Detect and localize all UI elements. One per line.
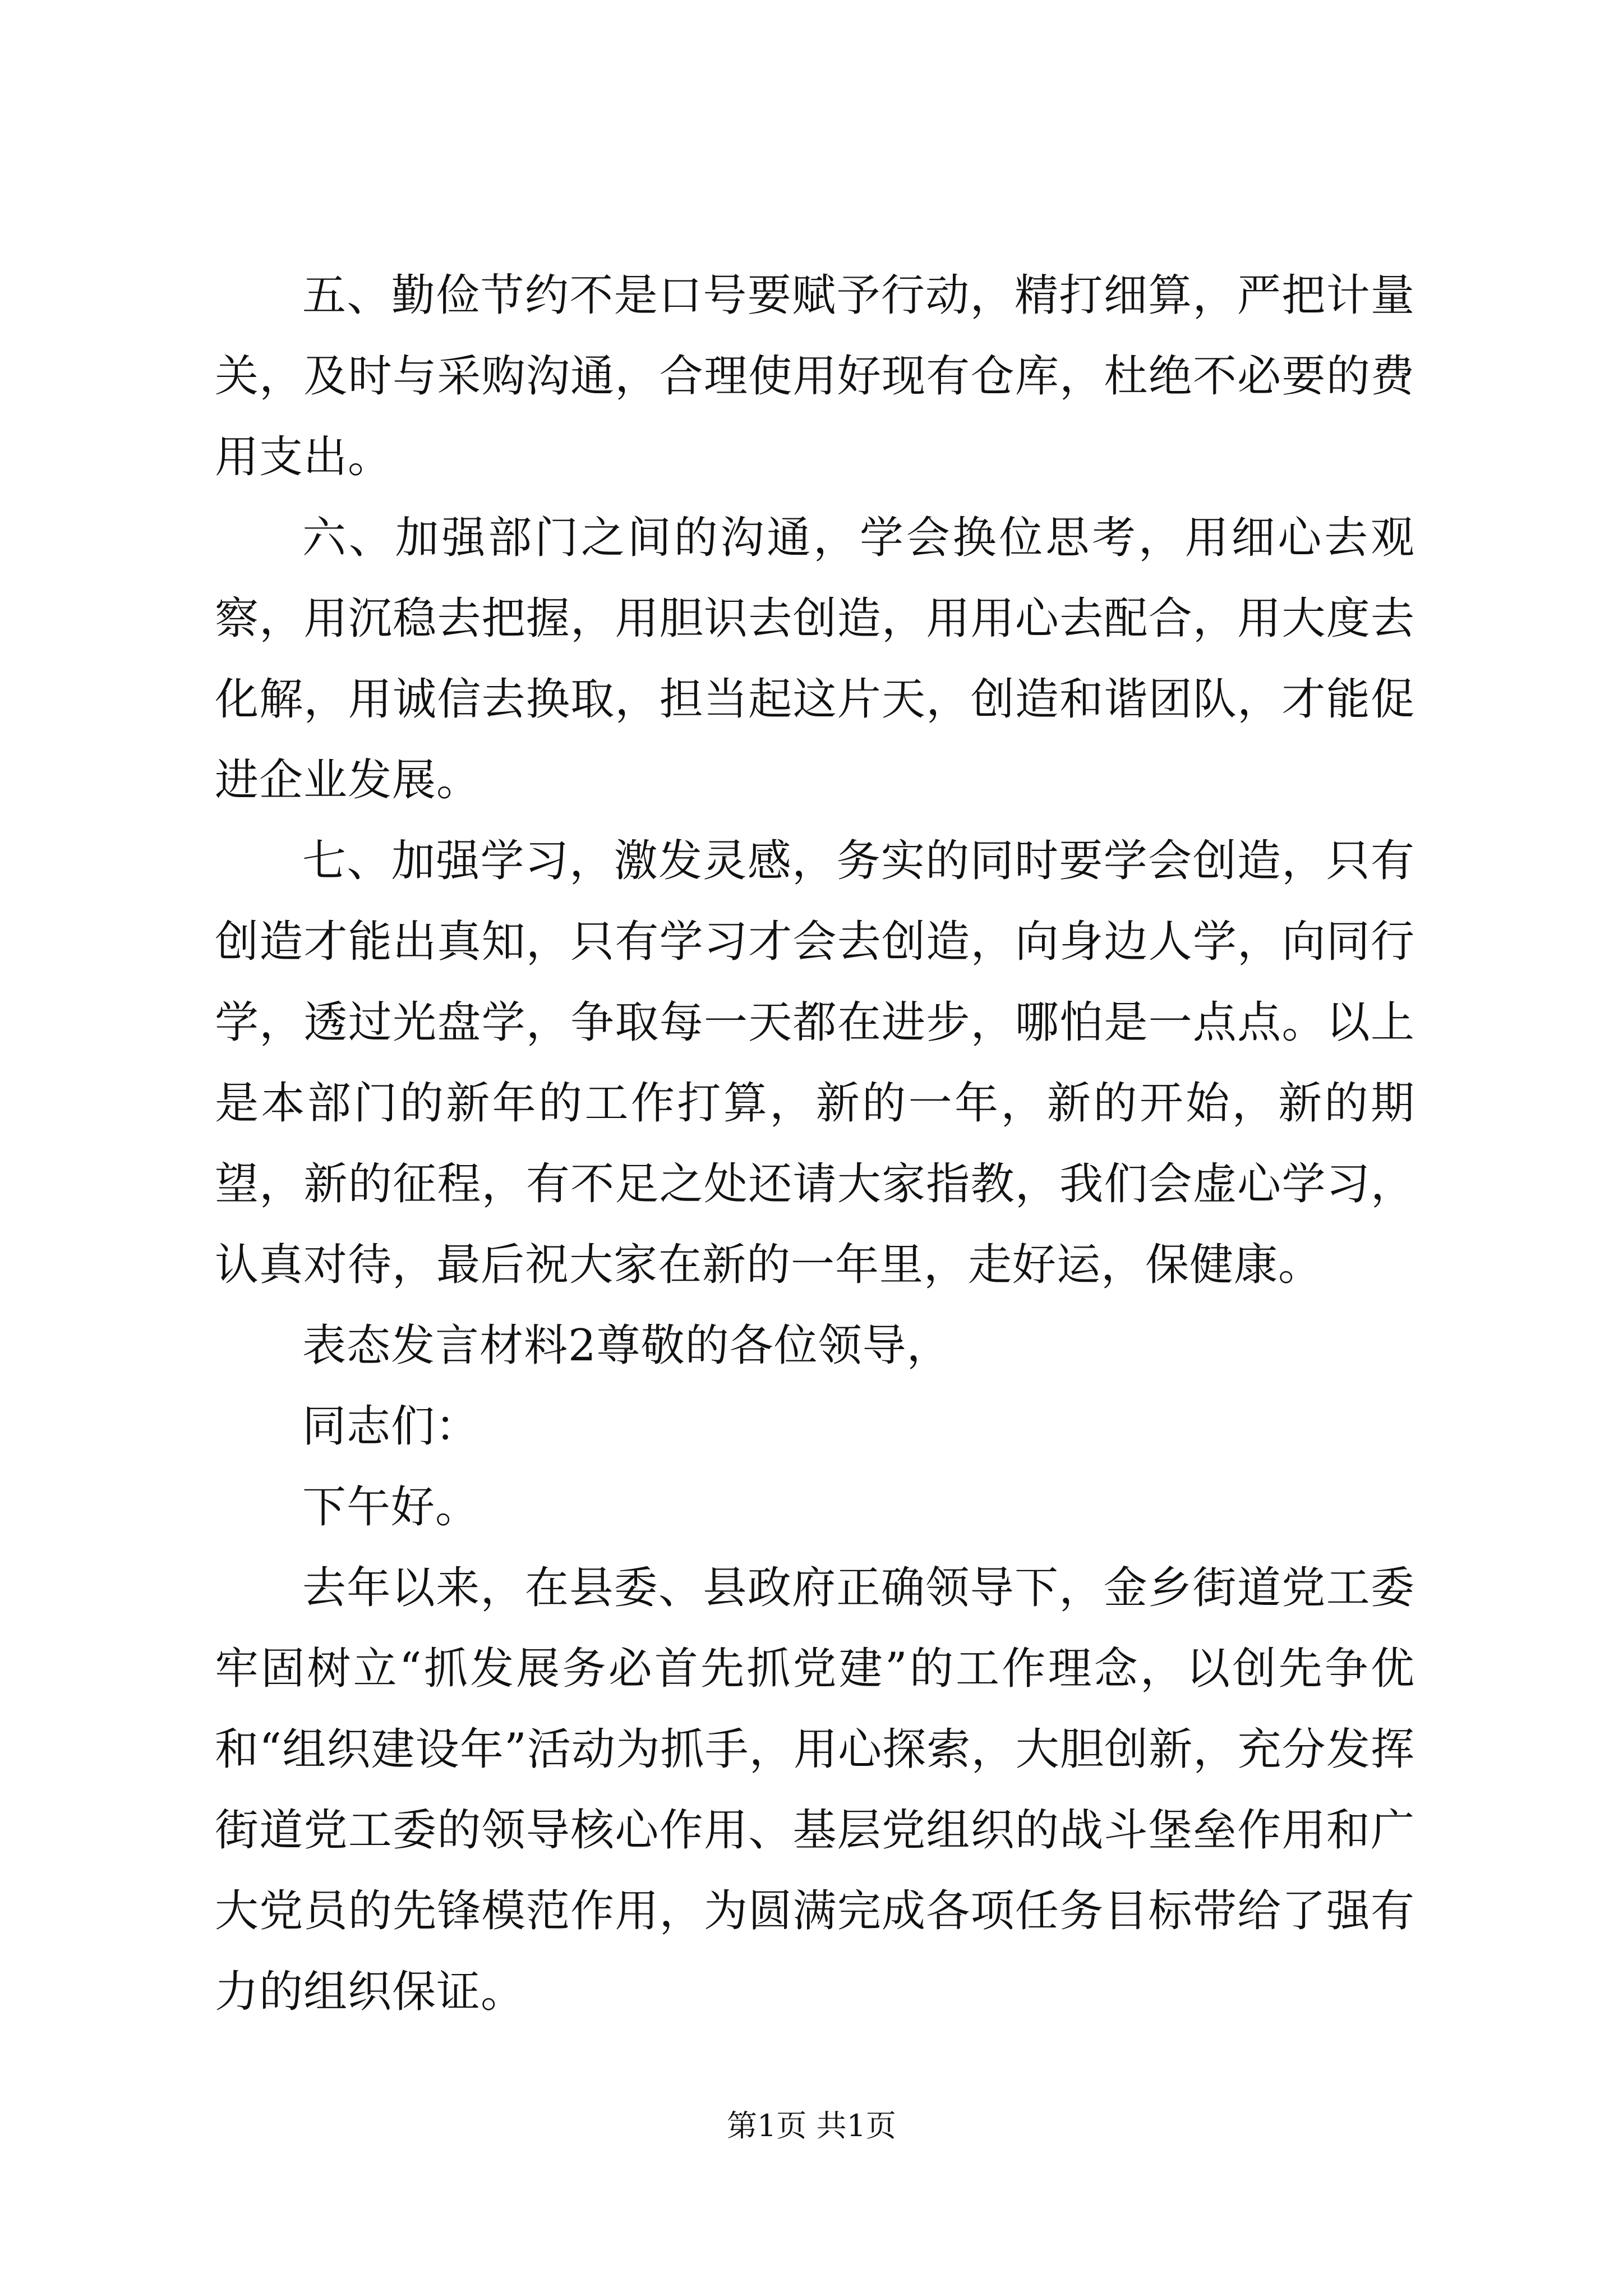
speech-heading: 表态发言材料2尊敬的各位领导， <box>302 1320 951 1371</box>
greeting: 下午好。 <box>302 1482 480 1533</box>
page-footer: 第1页 共1页 <box>727 2108 896 2143</box>
salutation: 同志们： <box>302 1401 480 1452</box>
document-body <box>215 255 1415 2032</box>
paragraph-item-5: 五、勤俭节约不是口号要赋予行动，精打细算，严把计量关，及时与采购沟通，合理使用好现有仓库，杜绝不必要的费用支出。 <box>215 270 1415 482</box>
paragraph-summary: 去年以来，在县委、县政府正确领导下，金乡街道党工委牢固树立“抓发展务必首先抓党建”的工作理念，以创先争优和“组织建设年”活动为抓手，用心探索，大胆创新，充分发挥街道党工委的领导核心作用、基层党组织的战斗堡垒作用和广大党员的先锋模范作用，为圆满完成各项任务目标带给了强有力的组织保证。 <box>215 1563 1415 2017</box>
paragraph-item-6: 六、加强部门之间的沟通，学会换位思考，用细心去观察，用沉稳去把握，用胆识去创造，用用心去配合，用大度去化解，用诚信去换取，担当起这片天，创造和谐团队，才能促进企业发展。 <box>215 513 1415 806</box>
paragraph-item-7: 七、加强学习，激发灵感，务实的同时要学会创造，只有创造才能出真知，只有学习才会去创造，向身边人学，向同行学，透过光盘学，争取每一天都在进步，哪怕是一点点。以上是本部门的新年的工作打算，新的一年，新的开始，新的期望，新的征程，有不足之处还请大家指教，我们会虚心学习，认真对待，最后祝大家在新的一年里，走好运，保健康。 <box>215 836 1415 1290</box>
